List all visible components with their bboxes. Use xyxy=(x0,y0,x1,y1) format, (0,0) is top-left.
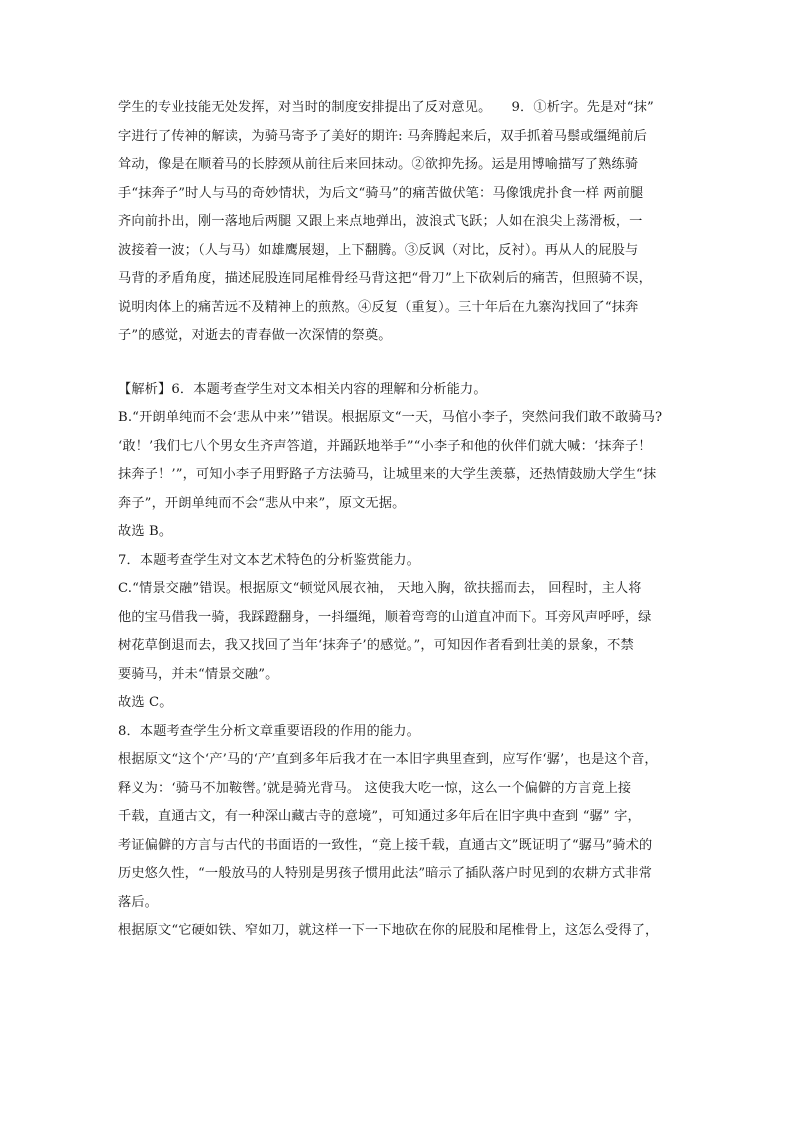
analysis-text-line: 根据原文“这个‘产’马的‘产’直到多年后我才在一本旧字典里查到，应写作‘骣’，也是这个音， xyxy=(118,752,658,767)
analysis-text-line: 7．本题考查学生对文本艺术特色的分析鉴赏能力。 xyxy=(118,552,420,568)
analysis-text-line: 树花草倒退而去，我又找回了当年‘抹奔子’的感觉。”，可知因作者看到壮美的景象，不禁 xyxy=(118,638,634,653)
analysis-text-line: 考证偏僻的方言与古代的书面语的一致性，“竟上接千载，直通古文”既证明了“骣马”骑术的 xyxy=(118,837,653,853)
paragraph-gap xyxy=(118,355,684,380)
answer-text-line: 马背的矛盾角度，描述屁股连同尾椎骨经马背这把“骨刀”上下砍剁后的痛苦，但照骑不误， xyxy=(118,271,652,286)
analysis-text-line: 要骑马，并未“情景交融”。 xyxy=(118,666,279,682)
analysis-text-line: 释义为：‘骑马不加鞍辔。’就是骑光背马。 这使我大吃一惊，这么一个偏僻的方言竟上接 xyxy=(118,780,632,796)
analysis-text-line: 【解析】6．本题考查学生对文本相关内容的理解和分析能力。 xyxy=(118,381,487,397)
document-body xyxy=(118,98,684,950)
analysis-text-line: 抹奔子！’”，可知小李子用野路子方法骑马，让城里来的大学生羡慕，还热情鼓励大学生“抹 xyxy=(118,467,657,482)
answer-text-line: 齐向前扑出，刚一落地后两腿 又跟上来点地弹出，波浪式飞跃；人如在浪尖上荡滑板，一 xyxy=(118,214,643,229)
answer-text-line: 说明肉体上的痛苦远不及精神上的煎熬。④反复（重复）。三十年后在九寨沟找回了“抹奔 xyxy=(118,299,639,315)
analysis-text-line: 他的宝马借我一骑，我踩蹬翻身，一抖缰绳，顺着弯弯的山道直冲而下。耳旁风声呼呼，绿 xyxy=(118,609,652,625)
analysis-text-line: 落后。 xyxy=(118,894,159,910)
analysis-text-line: 千载，直通古文，有一种深山藏古寺的意境”，可知通过多年后在旧字典中查到 “骣” 字， xyxy=(118,809,641,824)
analysis-text-line: 故选 C。 xyxy=(118,695,173,710)
analysis-text-line: 故选 B。 xyxy=(118,524,173,539)
analysis-text-line: ‘敢！’我们七八个男女生齐声答道，并踊跃地举手”“小李子和他的伙伴们就大喊：‘抹奔子！ xyxy=(118,438,652,454)
analysis-text-line: 历史悠久性，“一般放马的人特别是男孩子惯用此法”暗示了插队落户时见到的农耕方式非常 xyxy=(118,866,652,881)
answer-text-line: 波接着一波；（人与马）如雄鹰展翅，上下翻腾。③反讽（对比，反衬）。再从人的屁股与 xyxy=(118,242,639,258)
answer-text-line: 字进行了传神的解读，为骑马寄予了美好的期许: 马奔腾起来后，双手抓着马鬃或缰绳前后 xyxy=(118,128,648,144)
analysis-text-line: 8．本题考查学生分析文章重要语段的作用的能力。 xyxy=(118,723,420,739)
analysis-text-line: B.“开朗单纯而不会‘悲从中来’”错误。根据原文“一天，马倌小李子，突然问我们敢不敢骑马? xyxy=(118,410,663,425)
answer-paragraph-9 xyxy=(118,98,684,355)
answer-text-line: 手“抹奔子”时人与马的奇妙情状，为后文“骑马”的痛苦做伏笔：马像饿虎扑食一样 两前腿 xyxy=(118,185,644,201)
analysis-text-line: 根据原文“它硬如铁、窄如刀，就这样一下一下地砍在你的屁股和尾椎骨上，这怎么受得了， xyxy=(118,923,659,938)
answer-text-line: 子”的感觉，对逝去的青春做一次深情的祭奠。 xyxy=(118,328,392,343)
answer-text-line: 耸动，像是在顺着马的长脖颈从前往后来回抹动。②欲抑先扬。运是用博喻描写了熟练骑 xyxy=(118,157,639,172)
analysis-text-line: 奔子”，开朗单纯而不会“悲从中来”，原文无据。 xyxy=(118,495,406,511)
analysis-text-line: C.“情景交融”错误。根据原文“顿觉风展衣袖， 天地入胸，欲扶摇而去， 回程时，主人将 xyxy=(118,581,642,596)
answer-text-line: 学生的专业技能无处发挥，对当时的制度安排提出了反对意见。 9．①析字。先是对“抹” xyxy=(118,100,654,115)
analysis-section xyxy=(118,380,684,950)
